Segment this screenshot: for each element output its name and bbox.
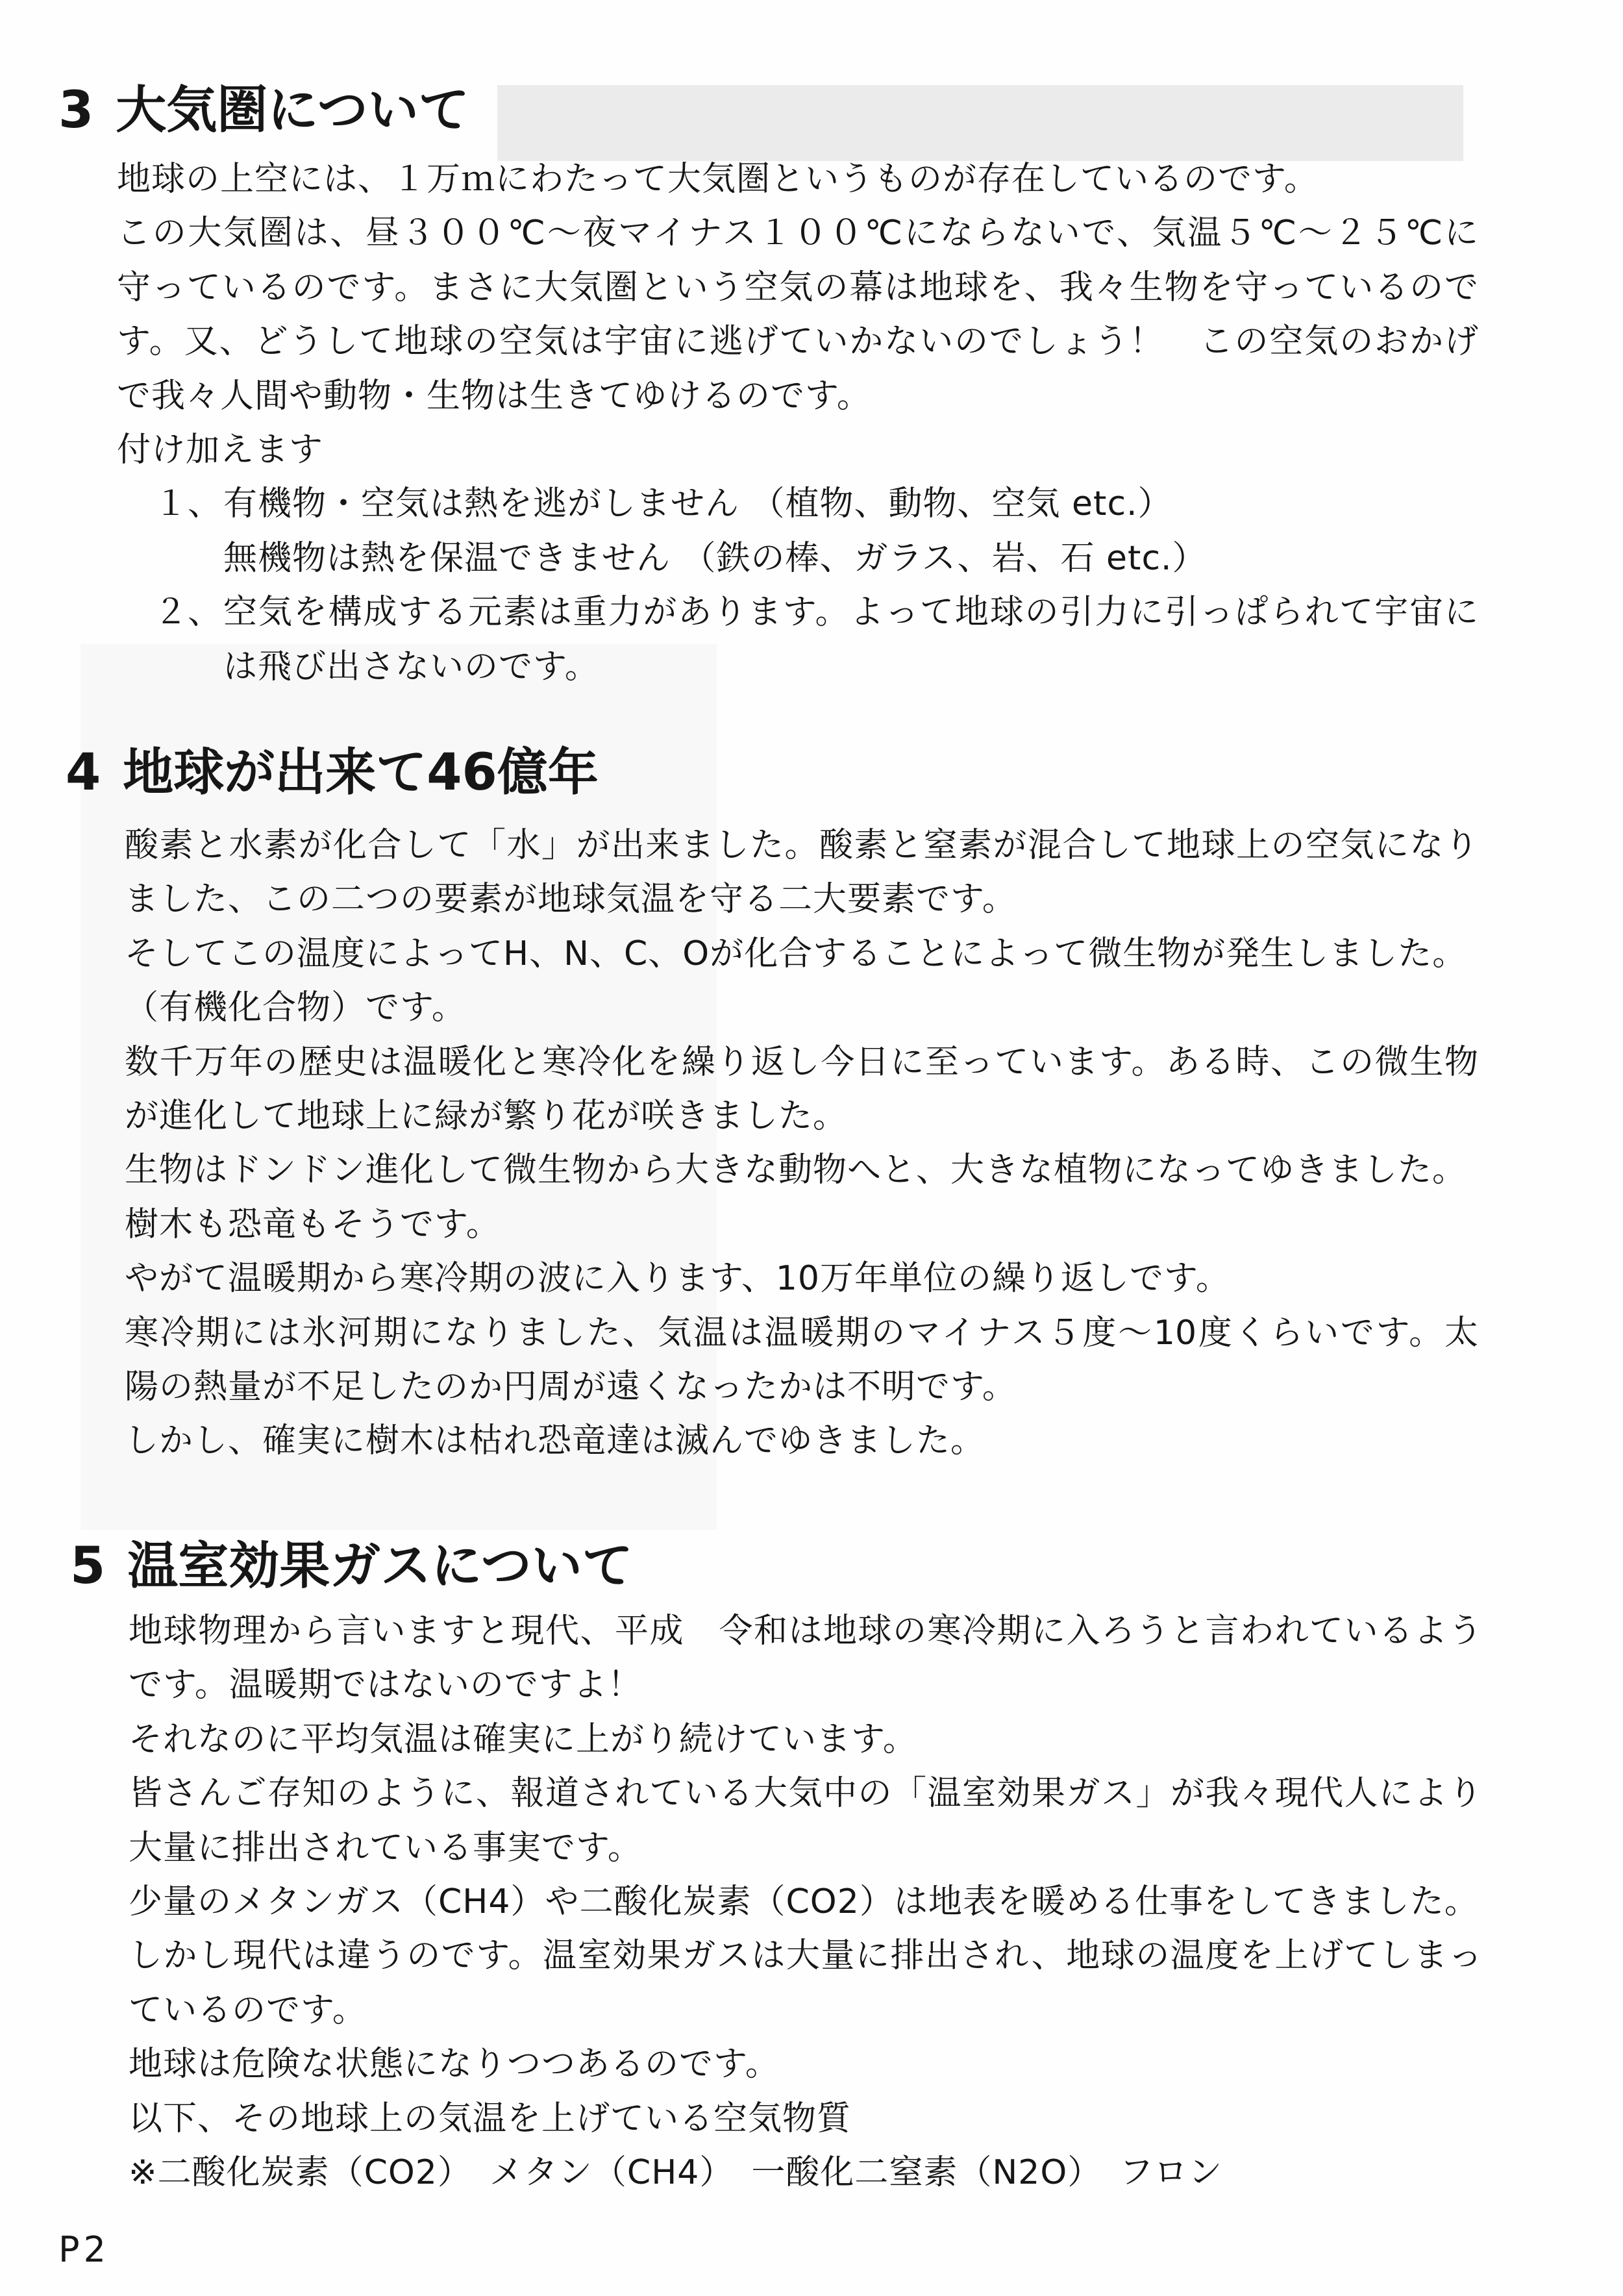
- body-line: 生物はドンドン進化して微生物から大きな動物へと、大きな植物になってゆきました。: [125, 1151, 1467, 1190]
- body-line: 陽の熱量が不足したのか円周が遠くなったかは不明です。: [125, 1367, 1017, 1406]
- section-number: 4: [66, 743, 101, 802]
- body-line: この大気圏は、昼３００℃～夜マイナス１００℃にならないで、気温５℃～２５℃に: [117, 214, 1478, 253]
- body-line: それなのに平均気温は確実に上がり続けています。: [129, 1719, 917, 1759]
- section-heading: [66, 744, 599, 801]
- section-title: 温室効果ガスについて: [127, 1537, 633, 1595]
- body-line: しかし現代は違うのです。温室効果ガスは大量に排出され、地球の温度を上げてしまっ: [129, 1936, 1482, 1976]
- list-item-text: は飛び出さないのです。: [223, 647, 599, 686]
- list-item-row: [117, 477, 1478, 531]
- list-item-text: 空気を構成する元素は重力があります。よって地球の引力に引っぱられて宇宙に: [223, 593, 1478, 632]
- list-marker: １、: [154, 484, 222, 524]
- body-line: ているのです。: [129, 1990, 367, 2030]
- bleed-through-banner: [497, 85, 1463, 161]
- body-line: 皆さんご存知のように、報道されている大気中の「温室効果ガス」が我々現代人により: [129, 1774, 1482, 1814]
- section-body: [117, 153, 1478, 694]
- section-body: [129, 1604, 1482, 2200]
- section-title: 大気圏について: [116, 81, 469, 140]
- body-line: そしてこの温度によってH、N、C、Oが化合することによって微生物が発生しました。: [125, 934, 1467, 973]
- body-line: 酸素と水素が化合して「水」が出来ました。酸素と窒素が混合して地球上の空気になり: [125, 826, 1478, 865]
- page-number: P2: [58, 2229, 110, 2270]
- body-line: 寒冷期には氷河期になりました、気温は温暖期のマイナス５度～10度くらいです。太: [125, 1313, 1478, 1353]
- body-line: 地球の上空には、１万ｍにわたって大気圏というものが存在しているのです。: [117, 160, 1319, 199]
- body-line: ました、この二つの要素が地球気温を守る二大要素です。: [125, 880, 1017, 919]
- body-line: （有機化合物）です。: [125, 988, 466, 1028]
- body-line: 守っているのです。まさに大気圏という空気の幕は地球を、我々生物を守っているので: [117, 268, 1478, 307]
- body-line: 以下、その地球上の気温を上げている空気物質: [129, 2099, 852, 2138]
- section-title: 地球が出来て46億年: [123, 743, 599, 802]
- body-line: 樹木も恐竜もそうです。: [125, 1204, 501, 1244]
- body-line: しかし、確実に樹木は枯れ恐竜達は滅んでゆきました。: [125, 1421, 985, 1461]
- list-item: [117, 586, 1478, 694]
- body-line: す。又、どうして地球の空気は宇宙に逃げていかないのでしょう！ この空気のおかげ: [117, 322, 1478, 362]
- body-line: が進化して地球上に緑が繁り花が咲きました。: [125, 1096, 848, 1136]
- section-heading: [58, 82, 469, 139]
- section-number: 5: [70, 1537, 106, 1595]
- list-item-row: [117, 532, 1478, 586]
- section-body: [125, 819, 1478, 1469]
- body-line: 大量に排出されている事実です。: [129, 1828, 642, 1867]
- body-line: です。温暖期ではないのですよ！: [129, 1666, 642, 1705]
- list-item-row: [117, 586, 1478, 640]
- section-number: 3: [58, 81, 94, 140]
- list-item-text: 有機物・空気は熱を逃がしません （植物、動物、空気 etc.）: [223, 484, 1172, 524]
- section-heading: [70, 1538, 633, 1595]
- body-line: 地球物理から言いますと現代、平成 令和は地球の寒冷期に入ろうと言われているよう: [129, 1612, 1482, 1651]
- list-marker: ２、: [154, 593, 222, 632]
- body-line: やがて温暖期から寒冷期の波に入ります、10万年単位の繰り返しです。: [125, 1259, 1230, 1299]
- body-line: で我々人間や動物・生物は生きてゆけるのです。: [117, 376, 871, 416]
- list-item: [117, 477, 1478, 586]
- list-item-row: [117, 640, 1478, 694]
- body-line: 地球は危険な状態になりつつあるのです。: [129, 2045, 780, 2084]
- addendum-label: 付け加えます: [117, 430, 324, 469]
- body-line: 数千万年の歴史は温暖化と寒冷化を繰り返し今日に至っています。ある時、この微生物: [125, 1042, 1478, 1082]
- list-item-text: 無機物は熱を保温できません （鉄の棒、ガラス、岩、石 etc.）: [223, 538, 1207, 578]
- gas-list-line: ※二酸化炭素（CO2） メタン（CH4） 一酸化二窒素（N2O） フロン: [129, 2152, 1223, 2192]
- body-line: 少量のメタンガス（CH4）や二酸化炭素（CO2）は地表を暖める仕事をしてきました。: [129, 1882, 1479, 1921]
